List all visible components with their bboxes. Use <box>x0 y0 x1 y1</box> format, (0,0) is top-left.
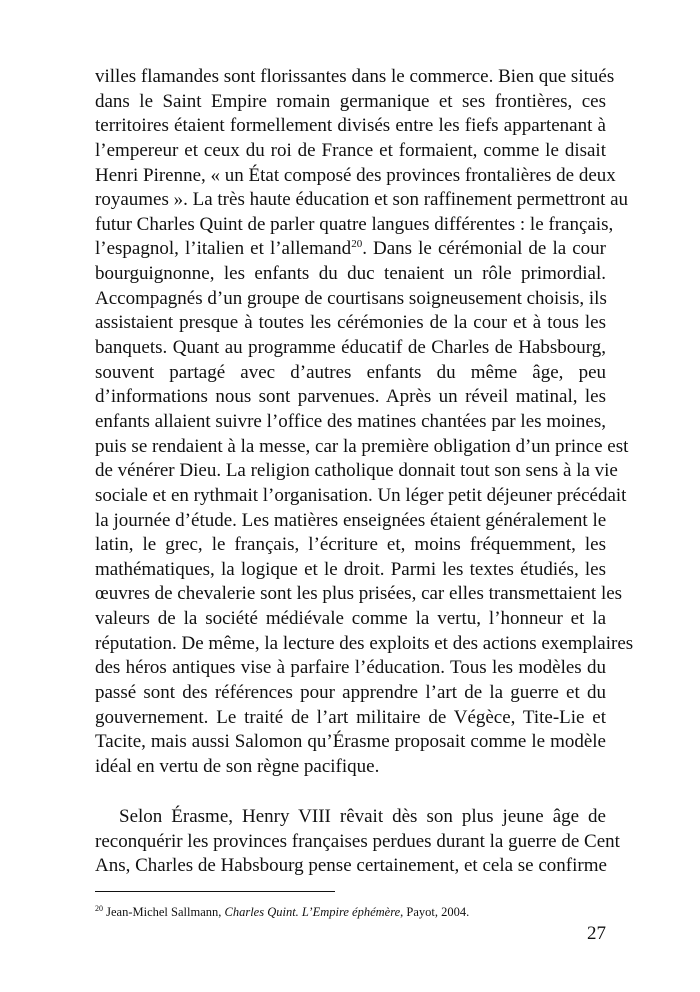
line-text: valeurs de la société médiévale comme la vertu, l’honneur et la <box>95 608 606 630</box>
line-text: banquets. Quant au programme éducatif de Charles de Habsbourg, <box>95 337 606 359</box>
text-line <box>95 65 615 90</box>
text-line <box>95 656 606 681</box>
text-line <box>95 164 616 189</box>
line-text: des héros antiques vise à parfaire l’éducation. Tous les modèles du <box>95 657 606 679</box>
body-paragraph-1 <box>95 65 634 780</box>
line-text-continued: . Dans le cérémonial de la cour <box>362 238 606 260</box>
line-text: de vénérer Dieu. La religion catholique donnait tout son sens à la vie <box>95 460 618 482</box>
text-line <box>95 435 629 460</box>
footnote-separator <box>95 891 335 892</box>
text-line <box>95 114 606 139</box>
text-line <box>95 237 606 262</box>
line-text: Ans, Charles de Habsbourg pense certainement, et cela se confirme <box>95 855 607 877</box>
text-line <box>95 509 606 534</box>
footnote-publisher: , Payot, 2004. <box>400 905 470 919</box>
line-text: villes flamandes sont florissantes dans le commerce. Bien que situés <box>95 66 615 87</box>
line-text: royaumes ». La très haute éducation et son raffinement permettront au <box>95 189 629 211</box>
line-text: bourguignonne, les enfants du duc tenaient un rôle primordial. <box>95 263 606 285</box>
line-text: la journée d’étude. Les matières enseignées étaient généralement le <box>95 509 607 531</box>
footnote-reference: 20 <box>351 238 363 251</box>
line-text: mathématiques, la logique et le droit. Parmi les textes étudiés, les <box>95 558 606 580</box>
line-text: puis se rendaient à la messe, car la première obligation d’un prince est <box>95 435 629 457</box>
text-line <box>95 632 634 657</box>
text-line <box>95 361 606 386</box>
text-line <box>95 385 606 410</box>
line-text: Accompagnés d’un groupe de courtisans soigneusement choisis, ils <box>95 287 607 309</box>
text-line <box>95 287 606 312</box>
line-text: Tacite, mais aussi Salomon qu’Érasme proposait comme le modèle <box>95 731 606 753</box>
footnote-title: Charles Quint. L’Empire éphémère <box>224 905 401 919</box>
line-text: Selon Érasme, Henry VIII rêvait dès son plus jeune âge de <box>119 806 606 827</box>
line-text: reconquérir les provinces françaises perdues durant la guerre de Cent <box>95 830 620 852</box>
line-text: passé sont des références pour apprendre l’art de la guerre et du <box>95 682 606 704</box>
line-text: l’empereur et ceux du roi de France et formaient, comme le disait <box>95 139 606 161</box>
line-text: territoires étaient formellement divisés entre les fiefs appartenant à <box>95 115 606 137</box>
line-text: dans le Saint Empire romain germanique et ses frontières, ces <box>95 90 606 112</box>
text-line <box>95 213 614 238</box>
line-text: enfants allaient suivre l’office des matines chantées par les moines, <box>95 410 606 432</box>
text-line <box>95 336 606 361</box>
line-text: futur Charles Quint de parler quatre langues différentes : le français, <box>95 213 614 235</box>
text-line <box>95 805 606 830</box>
text-line <box>95 854 606 879</box>
footnote-number: 20 <box>95 904 103 913</box>
text-line <box>95 533 606 558</box>
text-line <box>95 558 606 583</box>
text-line <box>95 755 606 780</box>
line-text: l’espagnol, l’italien et l’allemand <box>95 238 352 260</box>
text-line <box>95 730 606 755</box>
text-line <box>95 607 606 632</box>
line-text: sociale et en rythmait l’organisation. Un léger petit déjeuner précédait <box>95 484 627 506</box>
text-line <box>95 830 620 855</box>
line-text: réputation. De même, la lecture des exploits et des actions exemplaires <box>95 632 634 654</box>
footnote <box>95 905 469 920</box>
line-text: gouvernement. Le traité de l’art militaire de Végèce, Tite-Lie et <box>95 706 606 728</box>
text-line <box>95 90 606 115</box>
text-line <box>95 262 606 287</box>
text-line <box>95 188 629 213</box>
page-number: 27 <box>587 923 606 944</box>
text-line <box>95 706 606 731</box>
text-line <box>95 484 627 509</box>
line-text: Henri Pirenne, « un État composé des provinces frontalières de deux <box>95 164 616 186</box>
line-text: œuvres de chevalerie sont les plus prisées, car elles transmettaient les <box>95 583 623 605</box>
footnote-author: Jean-Michel Sallmann, <box>106 905 225 919</box>
body-paragraph-2 <box>95 805 620 879</box>
line-text: idéal en vertu de son règne pacifique. <box>95 755 380 777</box>
text-line <box>95 459 618 484</box>
text-line <box>95 582 623 607</box>
text-line <box>95 681 606 706</box>
line-text: d’informations nous sont parvenues. Après un réveil matinal, les <box>95 386 606 408</box>
text-line <box>95 139 606 164</box>
text-line <box>95 311 606 336</box>
text-line <box>95 410 606 435</box>
line-text: souvent partagé avec d’autres enfants du même âge, peu <box>95 361 606 383</box>
line-text: assistaient presque à toutes les cérémonies de la cour et à tous les <box>95 312 606 334</box>
line-text: latin, le grec, le français, l’écriture et, moins fréquemment, les <box>95 534 606 556</box>
